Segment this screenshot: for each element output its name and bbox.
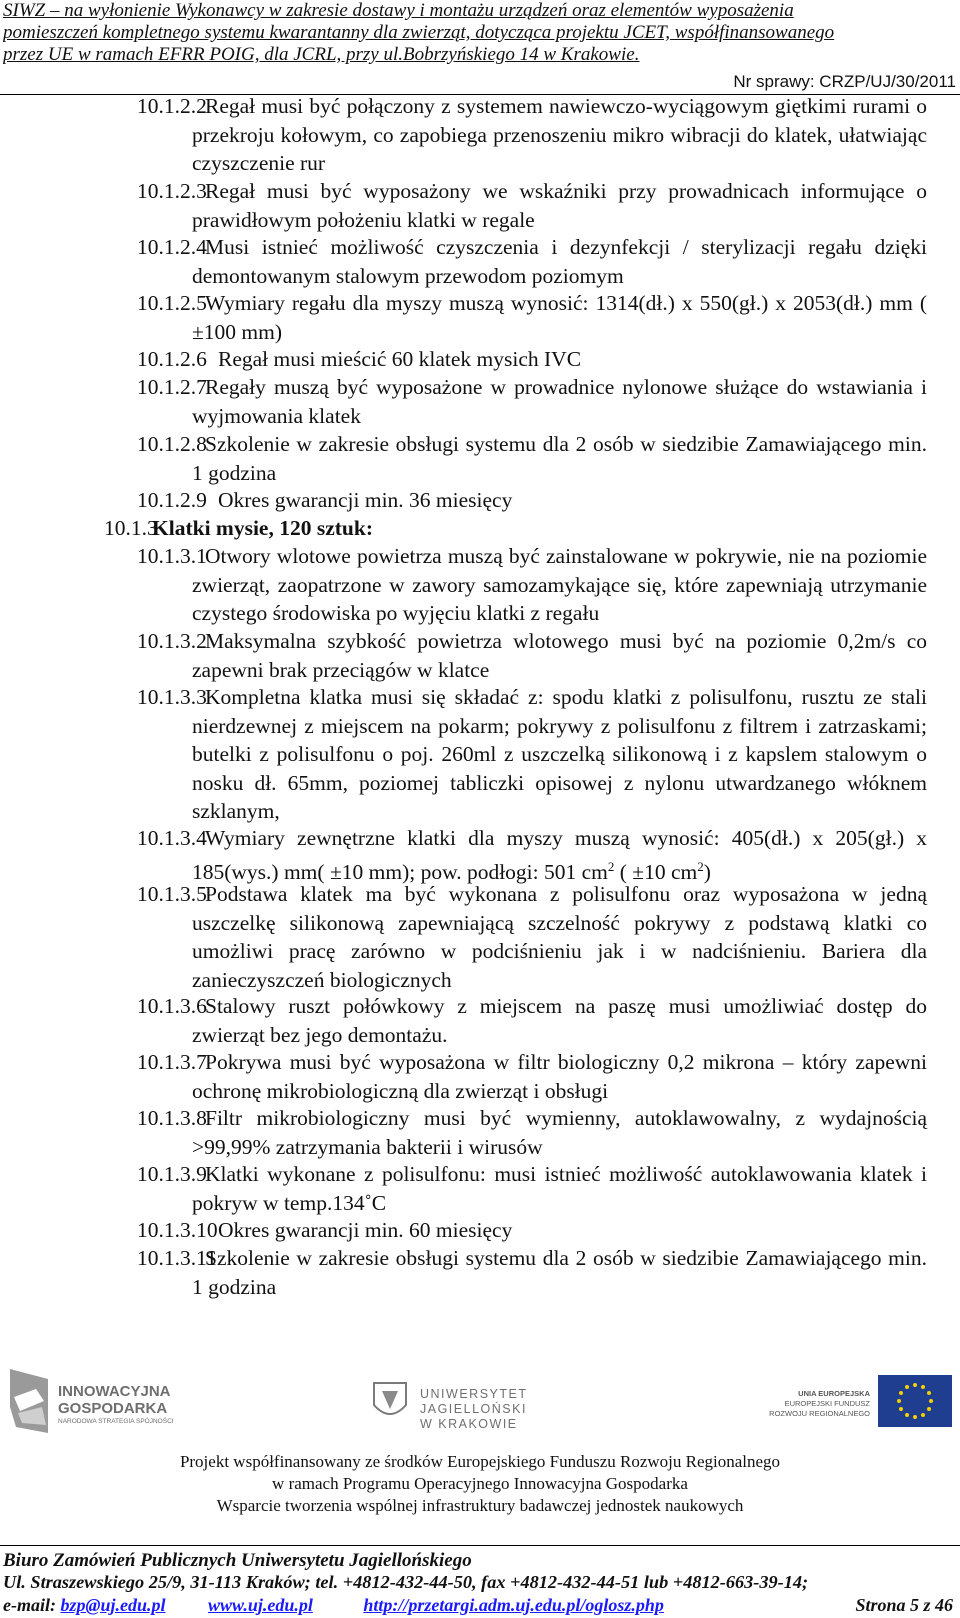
logo-line: W KRAKOWIE bbox=[420, 1417, 518, 1431]
email-link[interactable]: bzp@uj.edu.pl bbox=[60, 1595, 166, 1615]
logo-line: ROZWOJU REGIONALNEGO bbox=[769, 1409, 870, 1418]
list-item bbox=[137, 542, 927, 628]
item-number: 10.1.2.8 bbox=[137, 432, 207, 456]
item-text: Kompletna klatka musi się składać z: spodu klatki z polisulfonu, rusztu ze stali nierdzewnej z miejscem na pokarm; pokrywy z polisulfonu z filtrem i zatrzaskami; butelki z polisulfonu o poj. 260ml z uszczelką silikonową i z kapslem stalowym o nosku dł. 65mm, poziomej tabliczki opisowej z nylonu utwardzanego włóknem szklanym, bbox=[192, 685, 927, 824]
logo-line: NARODOWA STRATEGIA SPÓJNOŚCI bbox=[58, 1418, 174, 1425]
item-text: Filtr mikrobiologiczny musi być wymienny, autoklawowalny, z wydajnością >99,99% zatrzymania bakterii i wirusów bbox=[192, 1106, 927, 1159]
item-text: Musi istnieć możliwość czyszczenia i dezynfekcji / sterylizacji regału dzięki demontowanym stalowym przewodom poziomym bbox=[192, 235, 927, 288]
superscript: 2 bbox=[697, 858, 704, 874]
list-item bbox=[137, 1216, 927, 1245]
item-number: 10.1.3.5 bbox=[137, 882, 207, 906]
item-number: 10.1.3.11 bbox=[137, 1246, 217, 1270]
footer-divider bbox=[0, 1545, 960, 1546]
section-heading bbox=[104, 514, 927, 543]
page-number: Strona 5 z 46 bbox=[855, 1595, 953, 1615]
logo-strip bbox=[0, 1363, 960, 1443]
project-line-2: w ramach Programu Operacyjnego Innowacyjna Gospodarka bbox=[272, 1474, 688, 1493]
logo-text-group bbox=[58, 1383, 174, 1427]
list-item bbox=[137, 345, 927, 374]
innowacyjna-gospodarka-logo bbox=[8, 1367, 208, 1437]
section-number: 10.1.3 bbox=[104, 516, 158, 540]
item-text: Klatki wykonane z polisulfonu: musi istnieć możliwość autoklawowania klatek i pokryw w temp.134˚C bbox=[192, 1162, 927, 1215]
logo-line: UNIA EUROPEJSKA bbox=[798, 1389, 870, 1398]
item-number: 10.1.3.4 bbox=[137, 826, 207, 850]
header-line-1: SIWZ – na wyłonienie Wykonawcy w zakresie dostawy i montażu urządzeń oraz elementów wyposażenia bbox=[3, 0, 794, 21]
logo-text-group bbox=[760, 1389, 870, 1419]
eu-logo bbox=[760, 1367, 955, 1437]
header-line-2: pomieszczeń kompletnego systemu kwarantanny dla zwierząt, dotycząca projektu JCET, współfinansowanego bbox=[3, 22, 835, 43]
contact-line bbox=[3, 1595, 953, 1616]
office-address: Ul. Straszewskiego 25/9, 31-113 Kraków; tel. +4812-432-44-50, fax +4812-432-44-51 lub +4812-663-39-14; bbox=[3, 1572, 809, 1592]
item-text: Stalowy ruszt połówkowy z miejscem na paszę musi umożliwiać dostęp do zwierząt bez jego demontażu. bbox=[192, 994, 927, 1047]
item-text: Okres gwarancji min. 60 miesięcy bbox=[218, 1218, 513, 1242]
list-item bbox=[137, 177, 927, 234]
item-number: 10.1.3.6 bbox=[137, 994, 207, 1018]
item-text-part: Wymiary zewnętrzne klatki dla myszy muszą wynosić: 405(dł.) x 205(gł.) x 185(wys.) mm( ±10 mm); pow. podłogi: 501 cm bbox=[192, 826, 927, 884]
header-line-3: przez UE w ramach EFRR POIG, dla JCRL, przy ul.Bobrzyńskiego 14 w Krakowie. bbox=[3, 44, 640, 65]
item-number: 10.1.3.7 bbox=[137, 1050, 207, 1074]
project-line-3: Wsparcie tworzenia wspólnej infrastruktury badawczej jednostek naukowych bbox=[216, 1496, 744, 1515]
item-text: Okres gwarancji min. 36 miesięcy bbox=[218, 488, 513, 512]
item-text: Maksymalna szybkość powietrza wlotowego musi być na poziomie 0,2m/s co zapewni brak przeciągów w klatce bbox=[192, 629, 927, 682]
item-number: 10.1.2.7 bbox=[137, 375, 207, 399]
item-number: 10.1.2.6 bbox=[137, 347, 207, 371]
list-item bbox=[137, 233, 927, 290]
item-text: Regał musi być połączony z systemem nawiewczo-wyciągowym giętkimi rurami o przekroju kołowym, co zapobiega przenoszeniu mikro wibracji do klatek, ułatwiając czyszczenie rur bbox=[192, 94, 927, 176]
section-title: Klatki mysie, 120 sztuk: bbox=[152, 516, 373, 540]
item-text: Regały muszą być wyposażone w prowadnice nylonowe służące do wstawiania i wyjmowania klatek bbox=[192, 375, 927, 428]
logo-line: EUROPEJSKI FUNDUSZ bbox=[784, 1399, 870, 1408]
item-text: Wymiary regału dla myszy muszą wynosić: 1314(dł.) x 550(gł.) x 2053(dł.) mm ( ±100 mm) bbox=[192, 291, 927, 344]
item-text: Regał musi mieścić 60 klatek mysich IVC bbox=[218, 347, 582, 371]
list-item bbox=[137, 1104, 927, 1161]
item-number: 10.1.2.9 bbox=[137, 488, 207, 512]
item-number: 10.1.3.8 bbox=[137, 1106, 207, 1130]
list-item bbox=[137, 1048, 927, 1105]
uj-logo bbox=[370, 1379, 590, 1429]
logo-line: INNOWACYJNA bbox=[58, 1383, 171, 1400]
eu-flag-icon bbox=[878, 1375, 952, 1427]
item-text-part: ( ±10 cm bbox=[614, 859, 698, 884]
list-item bbox=[137, 373, 927, 430]
uj-crest-icon bbox=[370, 1379, 410, 1425]
item-number: 10.1.2.5 bbox=[137, 291, 207, 315]
item-text: Szkolenie w zakresie obsługi systemu dla 2 osób w siedzibie Zamawiającego min. 1 godzina bbox=[192, 1246, 927, 1299]
item-text: Pokrywa musi być wyposażona w filtr biologiczny 0,2 mikrona – który zapewni ochronę mikrobiologiczną dla zwierząt i obsługi bbox=[192, 1050, 927, 1103]
logo-line: UNIWERSYTET JAGIELLOŃSKI bbox=[420, 1387, 528, 1416]
logo-line: GOSPODARKA bbox=[58, 1400, 168, 1417]
list-item bbox=[137, 289, 927, 346]
item-number: 10.1.2.3 bbox=[137, 179, 207, 203]
list-item bbox=[137, 627, 927, 684]
item-text: Regał musi być wyposażony we wskaźniki przy prowadnicach informujące o prawidłowym położeniu klatki w regale bbox=[192, 179, 927, 232]
item-number: 10.1.3.9 bbox=[137, 1162, 207, 1186]
office-name: Biuro Zamówień Publicznych Uniwersytetu Jagiellońskiego bbox=[3, 1550, 472, 1571]
list-item bbox=[137, 880, 927, 994]
email-label: e-mail: bbox=[3, 1595, 56, 1615]
item-number: 10.1.2.4 bbox=[137, 235, 207, 259]
tender-link[interactable]: http://przetargi.adm.uj.edu.pl/oglosz.php bbox=[363, 1595, 664, 1615]
document-header bbox=[3, 0, 955, 66]
item-number: 10.1.3.1 bbox=[137, 544, 207, 568]
logo-text-group bbox=[420, 1387, 590, 1432]
item-number: 10.1.2.2 bbox=[137, 94, 207, 118]
website-link[interactable]: www.uj.edu.pl bbox=[207, 1595, 313, 1615]
superscript: 2 bbox=[607, 858, 615, 874]
list-item bbox=[137, 683, 927, 826]
item-text: Szkolenie w zakresie obsługi systemu dla 2 osób w siedzibie Zamawiającego min. 1 godzina bbox=[192, 432, 927, 485]
project-line-1: Projekt współfinansowany ze środków Europejskiego Funduszu Rozwoju Regionalnego bbox=[179, 1452, 781, 1471]
item-number: 10.1.3.2 bbox=[137, 629, 207, 653]
list-item bbox=[137, 1160, 927, 1217]
list-item bbox=[137, 486, 927, 515]
item-number: 10.1.3.3 bbox=[137, 685, 207, 709]
list-item bbox=[137, 992, 927, 1049]
list-item bbox=[137, 92, 927, 178]
item-text: Podstawa klatek ma być wykonana z polisulfonu oraz wyposażona w jedną uszczelkę silikonową zapewniającą szczelność pokrywy z podstawą klatki co umożliwi pracę zarówno w podciśnieniu jak i w nadciśnieniu. Bariera dla zanieczyszczeń biologicznych bbox=[192, 882, 927, 992]
list-item bbox=[137, 824, 927, 886]
item-text: Otwory wlotowe powietrza muszą być zainstalowane w pokrywie, nie na poziomie zwierząt, zaopatrzone w zawory samozamykające się, które zapewniają utrzymanie czystego środowiska po wyjęciu klatki z regału bbox=[192, 544, 927, 626]
list-item bbox=[137, 1244, 927, 1301]
item-text-part: ) bbox=[703, 859, 711, 884]
list-item bbox=[137, 430, 927, 487]
item-text bbox=[124, 824, 927, 886]
case-number: Nr sprawy: CRZP/UJ/30/2011 bbox=[733, 72, 956, 91]
item-number: 10.1.3.10 bbox=[137, 1218, 218, 1242]
